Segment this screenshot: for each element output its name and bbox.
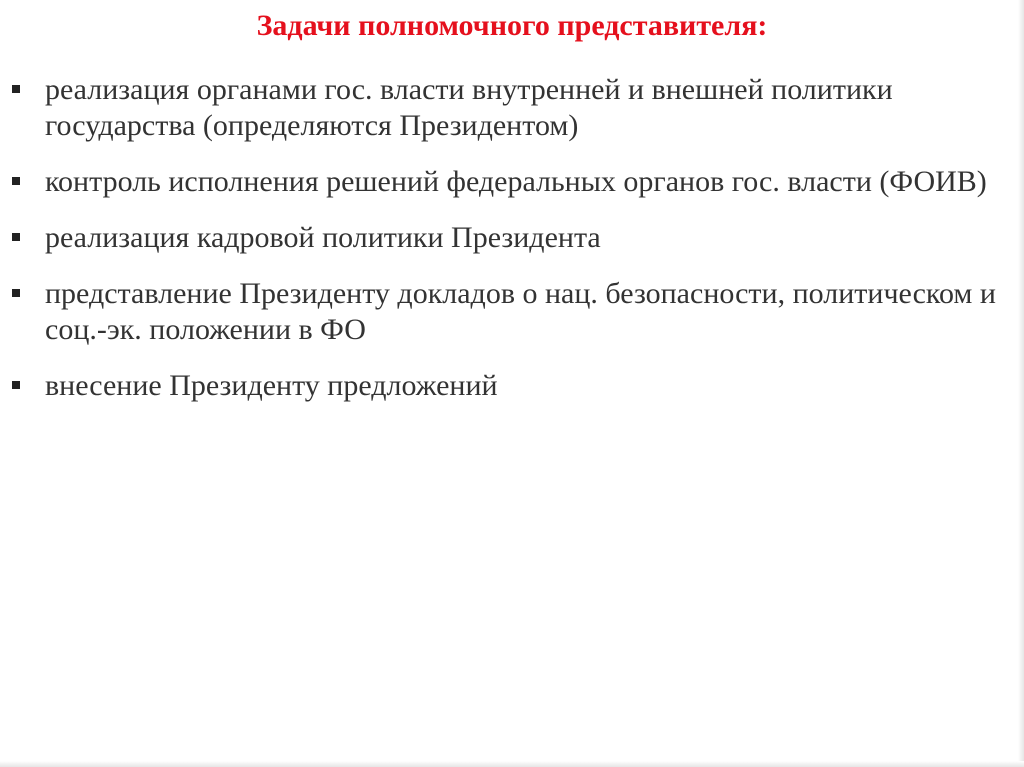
list-item [10, 368, 1000, 404]
slide-edge-shadow-right [1018, 0, 1024, 767]
list-item-text: контроль исполнения решений федеральных органов гос. власти (ФОИВ) [45, 165, 987, 198]
bullet-list [10, 72, 1000, 424]
list-item-text: реализация кадровой политики Президента [45, 221, 601, 254]
list-item-text: внесение Президенту предложений [45, 369, 498, 402]
bullet-square-icon [12, 177, 20, 185]
slide-edge-shadow-bottom [0, 761, 1024, 767]
list-item-text: представление Президенту докладов о нац. безопасности, политическом и соц.-эк. положении в ФО [45, 277, 996, 346]
slide-title: Задачи полномочного представителя: [256, 9, 768, 42]
bullet-square-icon [12, 233, 20, 241]
bullet-square-icon [12, 289, 20, 297]
list-item [10, 164, 1000, 200]
list-item [10, 276, 1000, 348]
list-item-text: реализация органами гос. власти внутренней и внешней политики государства (определяются Президентом) [45, 73, 893, 142]
list-item [10, 220, 1000, 256]
bullet-square-icon [12, 85, 20, 93]
list-item [10, 72, 1000, 144]
bullet-square-icon [12, 381, 20, 389]
